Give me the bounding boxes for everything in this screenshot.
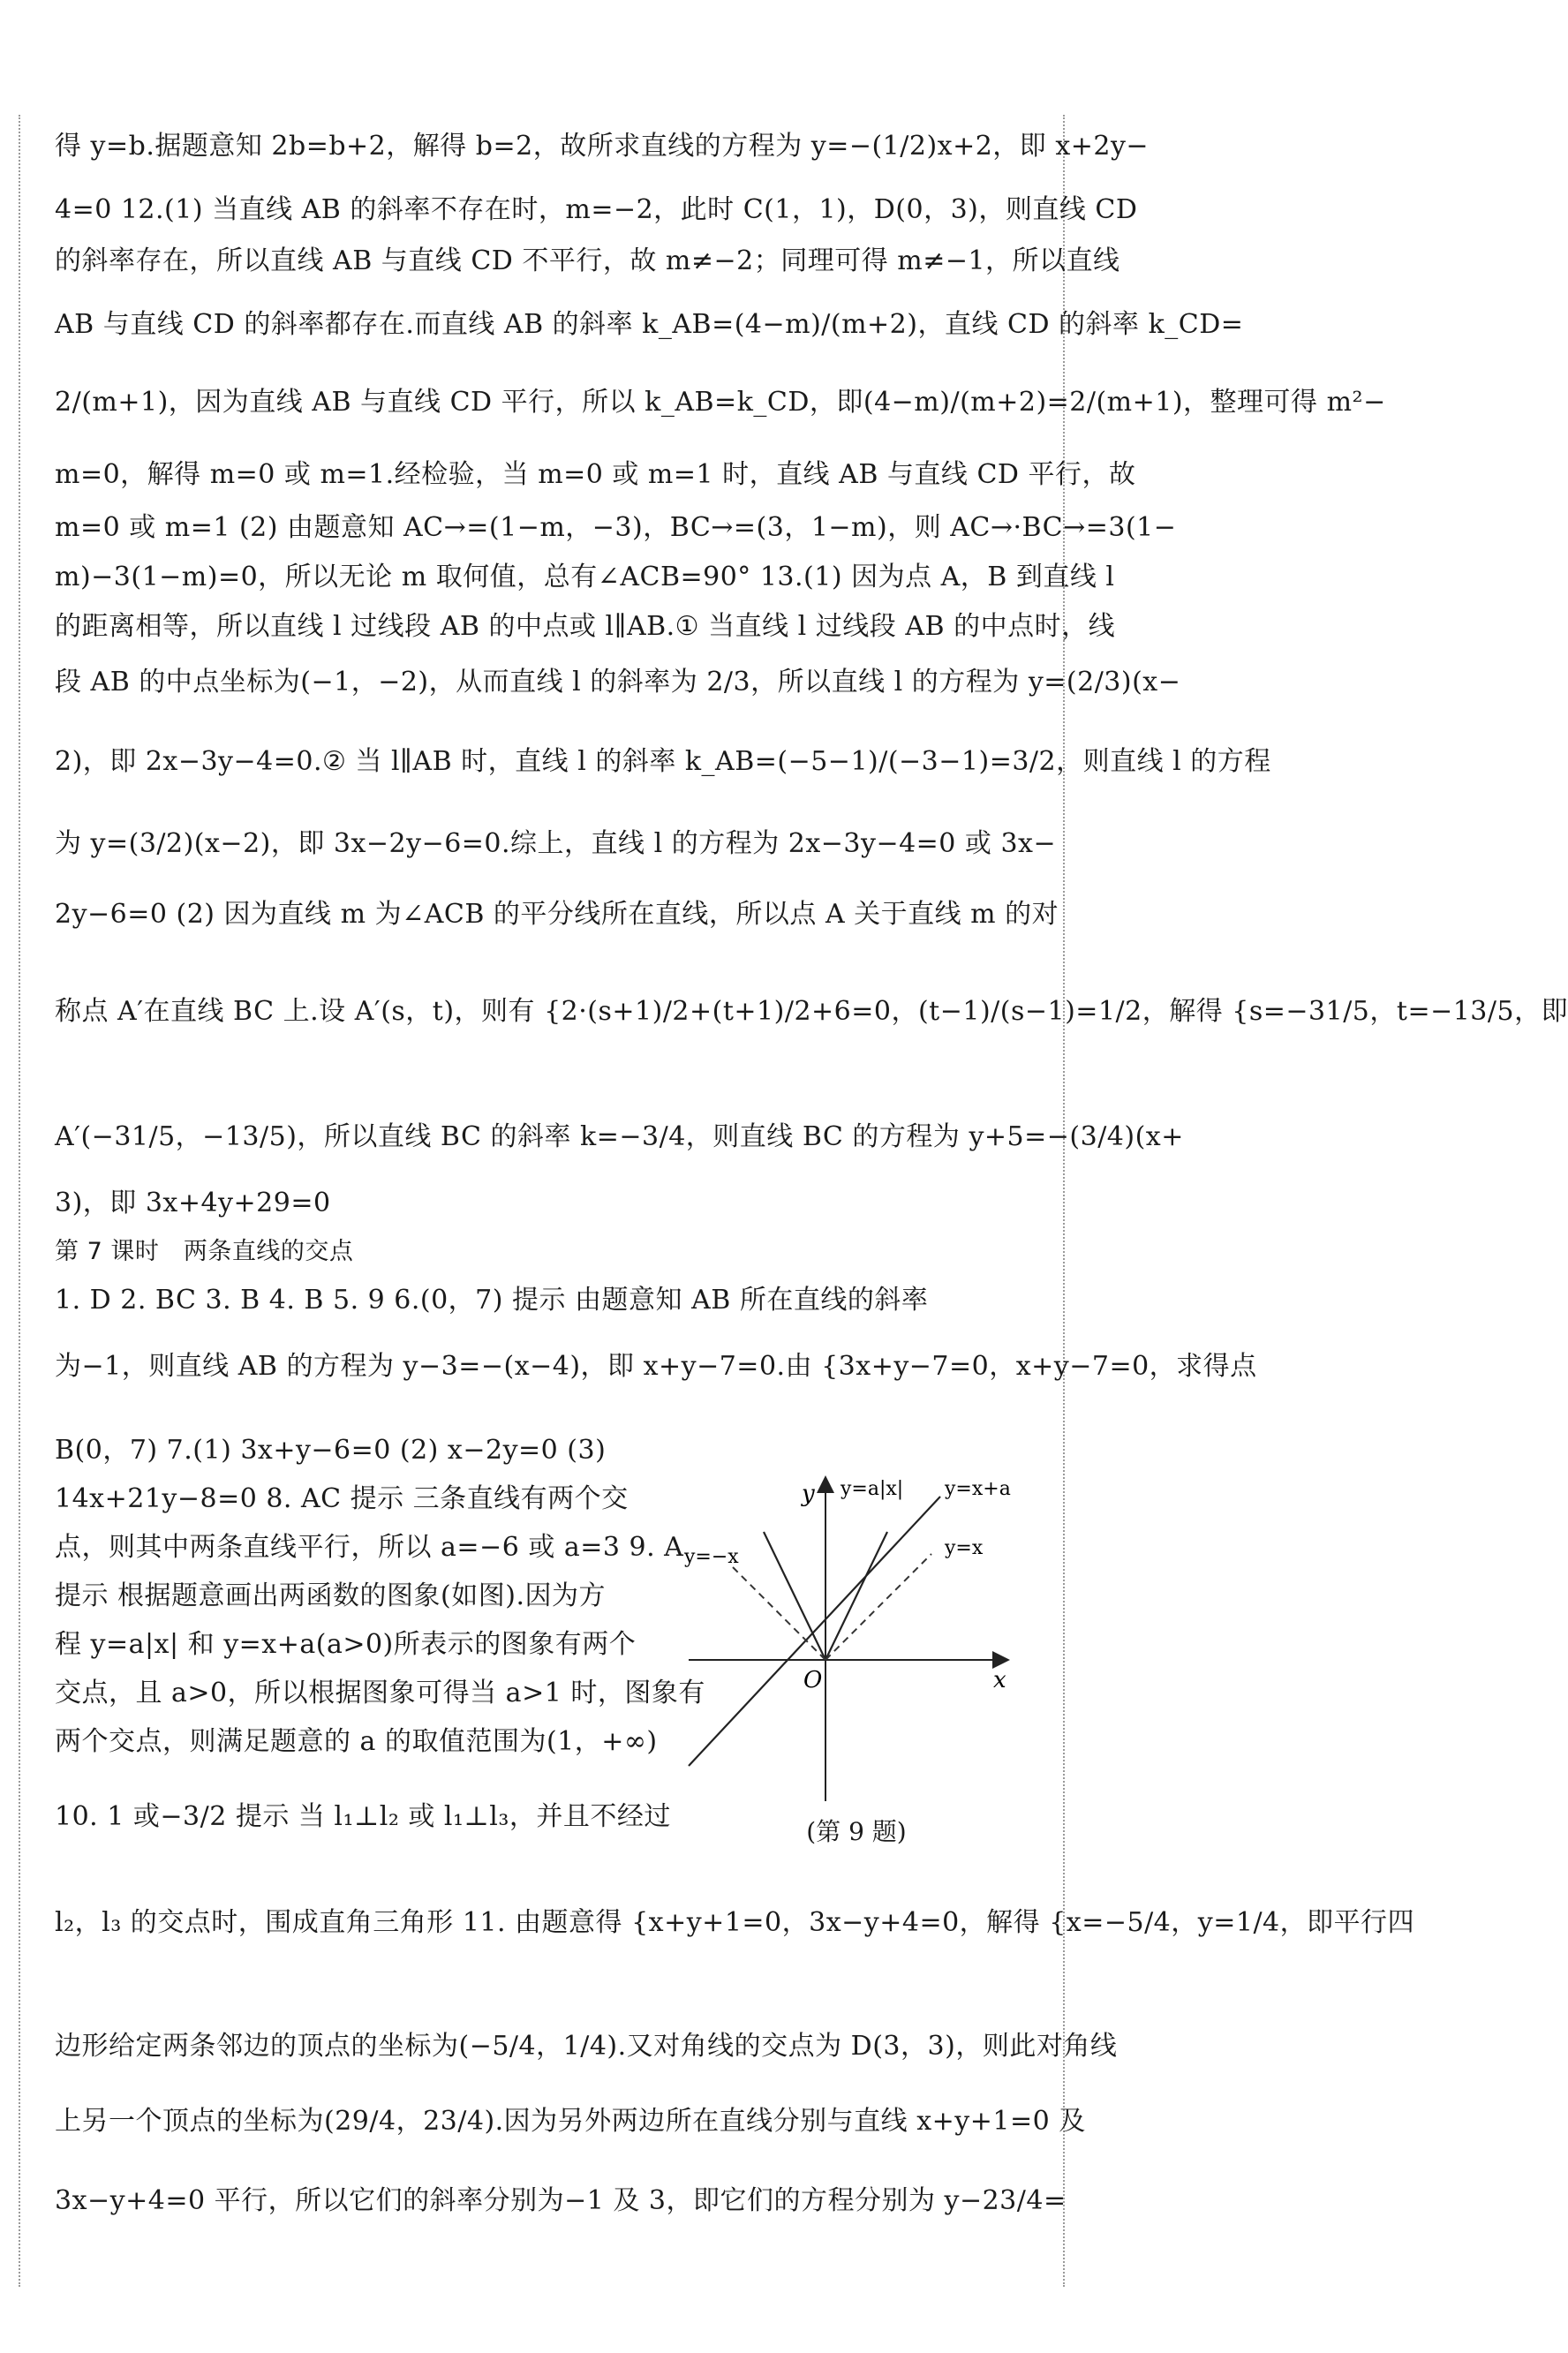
function-graph — [680, 1461, 1033, 1806]
section-title: 第 7 课时 两条直线的交点 — [55, 1238, 354, 1265]
label-y-x-plus-a: y=x+a — [945, 1478, 1011, 1500]
text-line: 得 y=b.据题意知 2b=b+2，解得 b=2，故所求直线的方程为 y=−(1/2)x+2，即 x+2y− — [55, 131, 1150, 162]
origin-label: O — [803, 1667, 823, 1693]
text-line: 10. 1 或−3/2 提示 当 l₁⊥l₂ 或 l₁⊥l₃，并且不经过 — [55, 1801, 671, 1832]
x-axis-label: x — [993, 1667, 1006, 1693]
text-line: 点，则其中两条直线平行，所以 a=−6 或 a=3 9. A — [55, 1532, 684, 1563]
graph-y-x — [825, 1554, 931, 1660]
graph-y-a-absx-right — [825, 1532, 887, 1660]
text-line: 程 y=a|x| 和 y=x+a(a>0)所表示的图象有两个 — [55, 1629, 637, 1660]
label-y-a-absx: y=a|x| — [841, 1478, 904, 1500]
text-line: 称点 A′在直线 BC 上.设 A′(s，t)，则有 {2·(s+1)/2+(t+1)/2+6=0，(t−1)/(s−1)=1/2，解得 {s=−31/5，t=−13/5，即 — [55, 996, 1568, 1027]
text-line: 4=0 12.(1) 当直线 AB 的斜率不存在时，m=−2，此时 C(1，1)，D(0，3)，则直线 CD — [55, 194, 1138, 225]
text-line: 2)，即 2x−3y−4=0.② 当 l∥AB 时，直线 l 的斜率 k_AB=(−5−1)/(−3−1)=3/2，则直线 l 的方程 — [55, 746, 1271, 777]
figure-q9 — [680, 1461, 1033, 1850]
text-line: 段 AB 的中点坐标为(−1，−2)，从而直线 l 的斜率为 2/3，所以直线 l 的方程为 y=(2/3)(x− — [55, 667, 1181, 698]
text-line: 的斜率存在，所以直线 AB 与直线 CD 不平行，故 m≠−2；同理可得 m≠−1，所以直线 — [55, 245, 1120, 276]
text-line: 交点，且 a>0，所以根据图象可得当 a>1 时，图象有 — [55, 1678, 705, 1708]
text-line: 提示 根据题意画出两函数的图象(如图).因为方 — [55, 1580, 606, 1611]
text-line: 边形给定两条邻边的顶点的坐标为(−5/4，1/4).又对角线的交点为 D(3，3)，则此对角线 — [55, 2031, 1118, 2062]
text-line: m)−3(1−m)=0，所以无论 m 取何值，总有∠ACB=90° 13.(1) 因为点 A，B 到直线 l — [55, 562, 1115, 592]
text-line: 2/(m+1)，因为直线 AB 与直线 CD 平行，所以 k_AB=k_CD，即(4−m)/(m+2)=2/(m+1)，整理可得 m²− — [55, 387, 1386, 418]
right-margin-rule — [1063, 115, 1065, 2287]
text-line: 的距离相等，所以直线 l 过线段 AB 的中点或 l∥AB.① 当直线 l 过线段 AB 的中点时，线 — [55, 611, 1116, 642]
text-line: B(0，7) 7.(1) 3x+y−6=0 (2) x−2y=0 (3) — [55, 1435, 607, 1466]
text-line: 2y−6=0 (2) 因为直线 m 为∠ACB 的平分线所在直线，所以点 A 关于直线 m 的对 — [55, 899, 1059, 930]
text-line: m=0，解得 m=0 或 m=1.经检验，当 m=0 或 m=1 时，直线 AB 与直线 CD 平行，故 — [55, 459, 1136, 490]
figure-caption: (第 9 题) — [806, 1817, 907, 1846]
text-line: 1. D 2. BC 3. B 4. B 5. 9 6.(0，7) 提示 由题意知 AB 所在直线的斜率 — [55, 1285, 929, 1316]
graph-y-neg-x — [733, 1567, 825, 1660]
graph-y-x-plus-a — [689, 1497, 940, 1766]
text-line: A′(−31/5，−13/5)，所以直线 BC 的斜率 k=−3/4，则直线 BC 的方程为 y+5=−(3/4)(x+ — [55, 1121, 1184, 1152]
text-line: m=0 或 m=1 (2) 由题意知 AC→=(1−m，−3)，BC→=(3，1−m)，则 AC→·BC→=3(1− — [55, 512, 1177, 543]
left-margin-rule — [19, 115, 20, 2287]
text-line: 3)，即 3x+4y+29=0 — [55, 1188, 331, 1218]
text-line: 14x+21y−8=0 8. AC 提示 三条直线有两个交 — [55, 1483, 629, 1514]
text-line: 为 y=(3/2)(x−2)，即 3x−2y−6=0.综上，直线 l 的方程为 2x−3y−4=0 或 3x− — [55, 828, 1057, 859]
y-axis-label: y — [802, 1481, 815, 1507]
text-line: 两个交点，则满足题意的 a 的取值范围为(1，+∞) — [55, 1726, 658, 1757]
text-line: 为−1，则直线 AB 的方程为 y−3=−(x−4)，即 x+y−7=0.由 {3x+y−7=0，x+y−7=0，求得点 — [55, 1351, 1257, 1382]
text-line: l₂，l₃ 的交点时，围成直角三角形 11. 由题意得 {x+y+1=0，3x−y+4=0，解得 {x=−5/4，y=1/4，即平行四 — [55, 1907, 1415, 1938]
label-y-neg-x: y=−x — [684, 1546, 739, 1568]
text-line: 3x−y+4=0 平行，所以它们的斜率分别为−1 及 3，即它们的方程分别为 y−23/4= — [55, 2185, 1067, 2216]
text-line: 上另一个顶点的坐标为(29/4，23/4).因为另外两边所在直线分别与直线 x+y+1=0 及 — [55, 2106, 1086, 2137]
graph-y-a-absx-left — [764, 1532, 825, 1660]
text-line: AB 与直线 CD 的斜率都存在.而直线 AB 的斜率 k_AB=(4−m)/(m+2)，直线 CD 的斜率 k_CD= — [55, 309, 1244, 340]
label-y-x: y=x — [945, 1537, 984, 1559]
